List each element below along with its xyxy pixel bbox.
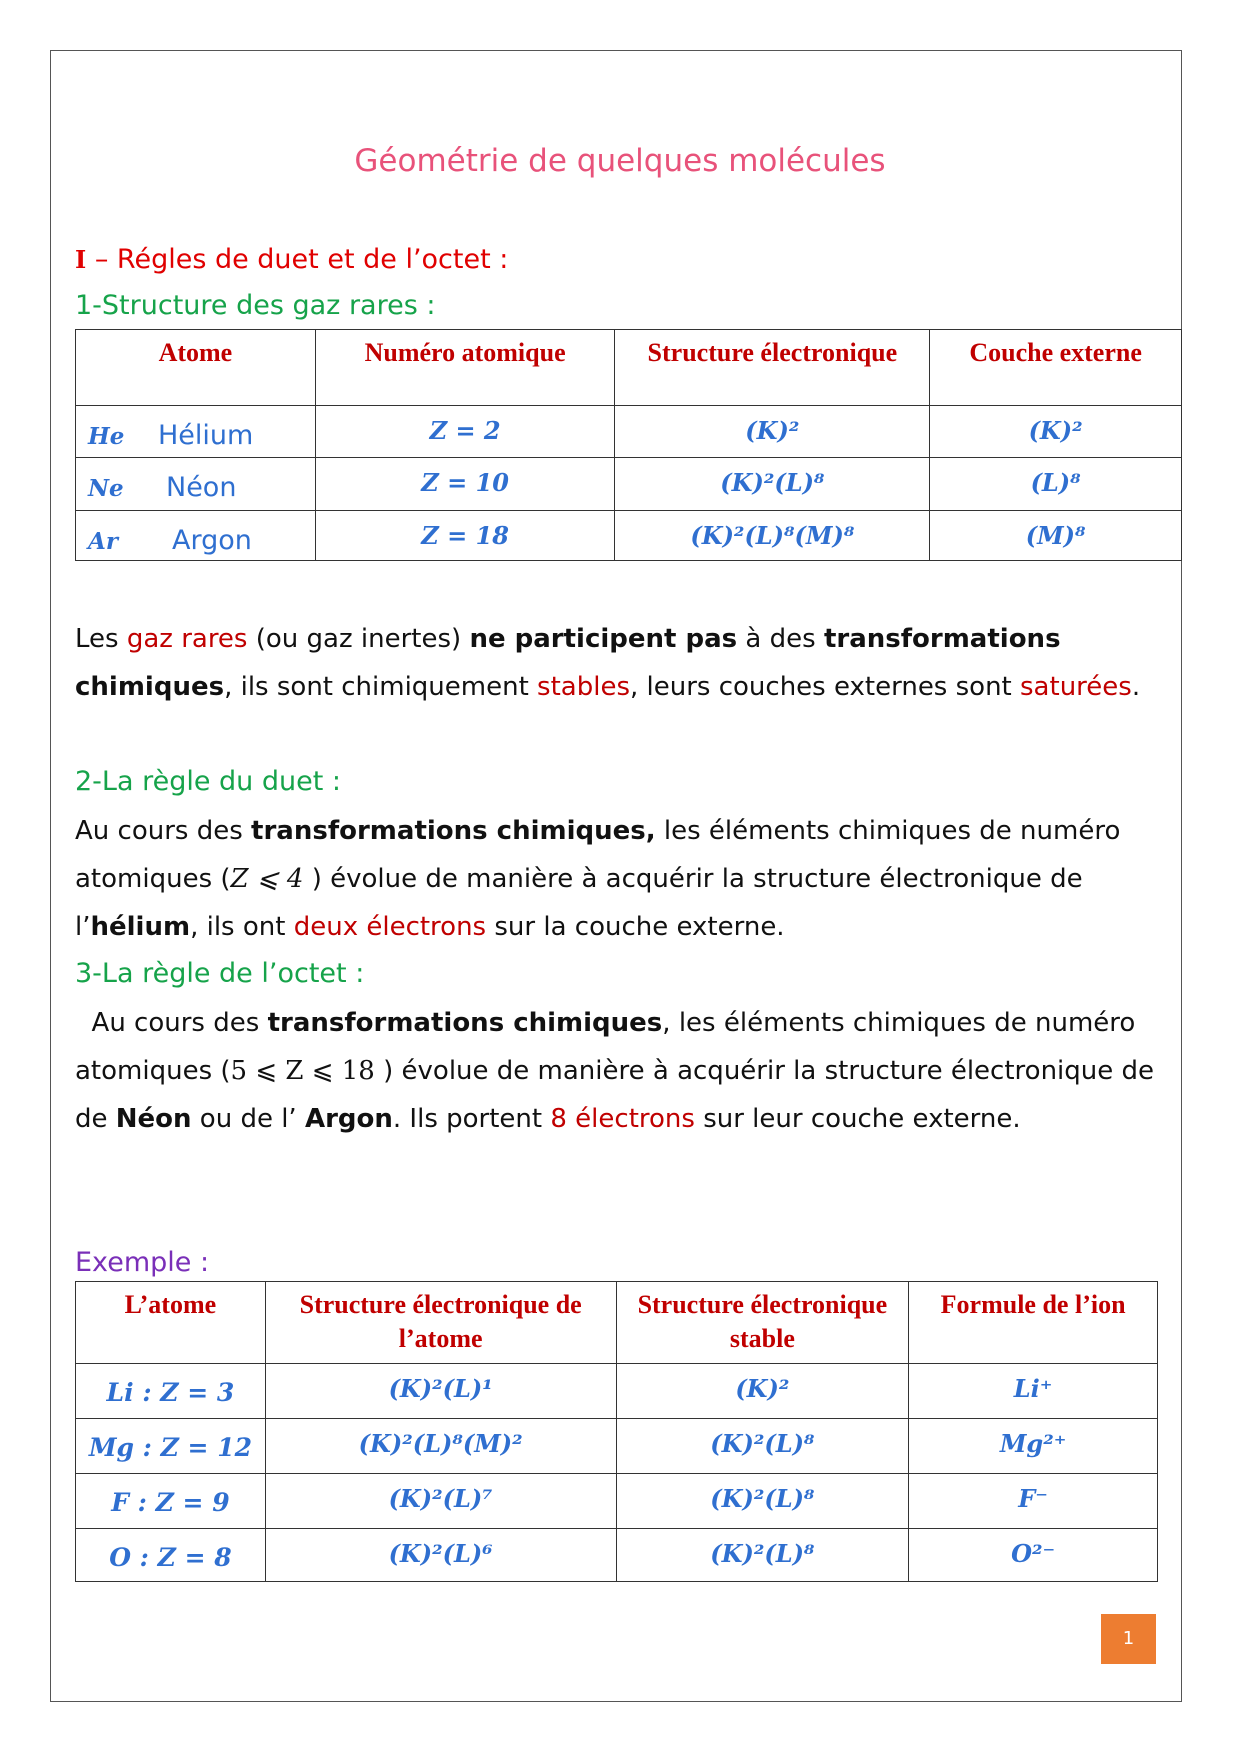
stable-structure: (K)²(L)⁸ (616, 1529, 909, 1582)
ion-formula: Li⁺ (909, 1364, 1158, 1419)
ion-formula: O²⁻ (909, 1529, 1158, 1582)
electronic-structure: (K)²(L)⁸ (615, 458, 930, 511)
electronic-structure: (K)² (615, 406, 930, 458)
header-numero-atomique: Numéro atomique (315, 330, 615, 406)
header-formule-ion: Formule de l’ion (909, 1282, 1158, 1364)
example-heading: Exemple : (75, 1247, 210, 1278)
outer-shell: (M)⁸ (930, 511, 1182, 561)
header-structure-atome: Structure électronique de l’atome (265, 1282, 616, 1364)
header-structure-stable: Structure électronique stable (616, 1282, 909, 1364)
atomic-number: Z = 18 (315, 511, 615, 561)
subheading-gaz-rares: 1-Structure des gaz rares : (75, 290, 436, 321)
atom-structure: (K)²(L)⁶ (265, 1529, 616, 1582)
table-row (76, 1474, 1158, 1529)
stable-structure: (K)² (616, 1364, 909, 1419)
atomic-number: Z = 2 (315, 406, 615, 458)
stable-structure: (K)²(L)⁸ (616, 1474, 909, 1529)
table-row (76, 511, 1182, 561)
table-row (76, 458, 1182, 511)
paragraph-regle-duet: Au cours des transformations chimiques, les éléments chimiques de numéro atomiques (Z ⩽ 4 ) évolue de manière à acquérir la structure électronique de l’hélium, ils ont deux électrons sur la couche externe. (75, 816, 1121, 942)
atom-atomic-number: Li : Z = 3 (76, 1364, 266, 1419)
gaz-rares-table (75, 329, 1182, 561)
header-atome: Atome (76, 330, 316, 406)
header-atome: L’atome (76, 1282, 266, 1364)
subheading-regle-duet: 2-La règle du duet : (75, 766, 342, 797)
section-heading-1: I – Régles de duet et de l’octet : (75, 244, 509, 275)
table-row (76, 1364, 1158, 1419)
header-structure-electronique: Structure électronique (615, 330, 930, 406)
outer-shell: (K)² (930, 406, 1182, 458)
subheading-regle-octet: 3-La règle de l’octet : (75, 958, 365, 989)
paragraph-regle-octet: Au cours des transformations chimiques, les éléments chimiques de numéro atomiques (5 ⩽ Z ⩽ 18 ) évolue de manière à acquérir la structure électronique de de Néon ou de l’ Argon. Ils portent 8 électrons sur leur couche externe. (75, 1008, 1163, 1134)
atom-structure: (K)²(L)⁸(M)² (265, 1419, 616, 1474)
table-row (76, 1529, 1158, 1582)
atom-cell: He Hélium (76, 406, 316, 458)
table-header-row (76, 1282, 1158, 1364)
ion-formula: Mg²⁺ (909, 1419, 1158, 1474)
page-title: Géométrie de quelques molécules (354, 143, 886, 179)
header-couche-externe: Couche externe (930, 330, 1182, 406)
atom-cell: Ar Argon (76, 511, 316, 561)
atom-atomic-number: Mg : Z = 12 (76, 1419, 266, 1474)
table-row (76, 1419, 1158, 1474)
table-header-row (76, 330, 1182, 406)
table-row (76, 406, 1182, 458)
atomic-number: Z = 10 (315, 458, 615, 511)
atom-cell: Ne Néon (76, 458, 316, 511)
atom-structure: (K)²(L)⁷ (265, 1474, 616, 1529)
ions-table (75, 1281, 1158, 1582)
paragraph-gaz-rares: Les gaz rares (ou gaz inertes) ne participent pas à des transformations chimiques, ils sont chimiquement stables, leurs couches externes sont saturées. (75, 624, 1141, 702)
atom-atomic-number: O : Z = 8 (76, 1529, 266, 1582)
atom-structure: (K)²(L)¹ (265, 1364, 616, 1419)
atom-atomic-number: F : Z = 9 (76, 1474, 266, 1529)
ion-formula: F⁻ (909, 1474, 1158, 1529)
stable-structure: (K)²(L)⁸ (616, 1419, 909, 1474)
electronic-structure: (K)²(L)⁸(M)⁸ (615, 511, 930, 561)
outer-shell: (L)⁸ (930, 458, 1182, 511)
page-number: 1 (1101, 1614, 1156, 1664)
